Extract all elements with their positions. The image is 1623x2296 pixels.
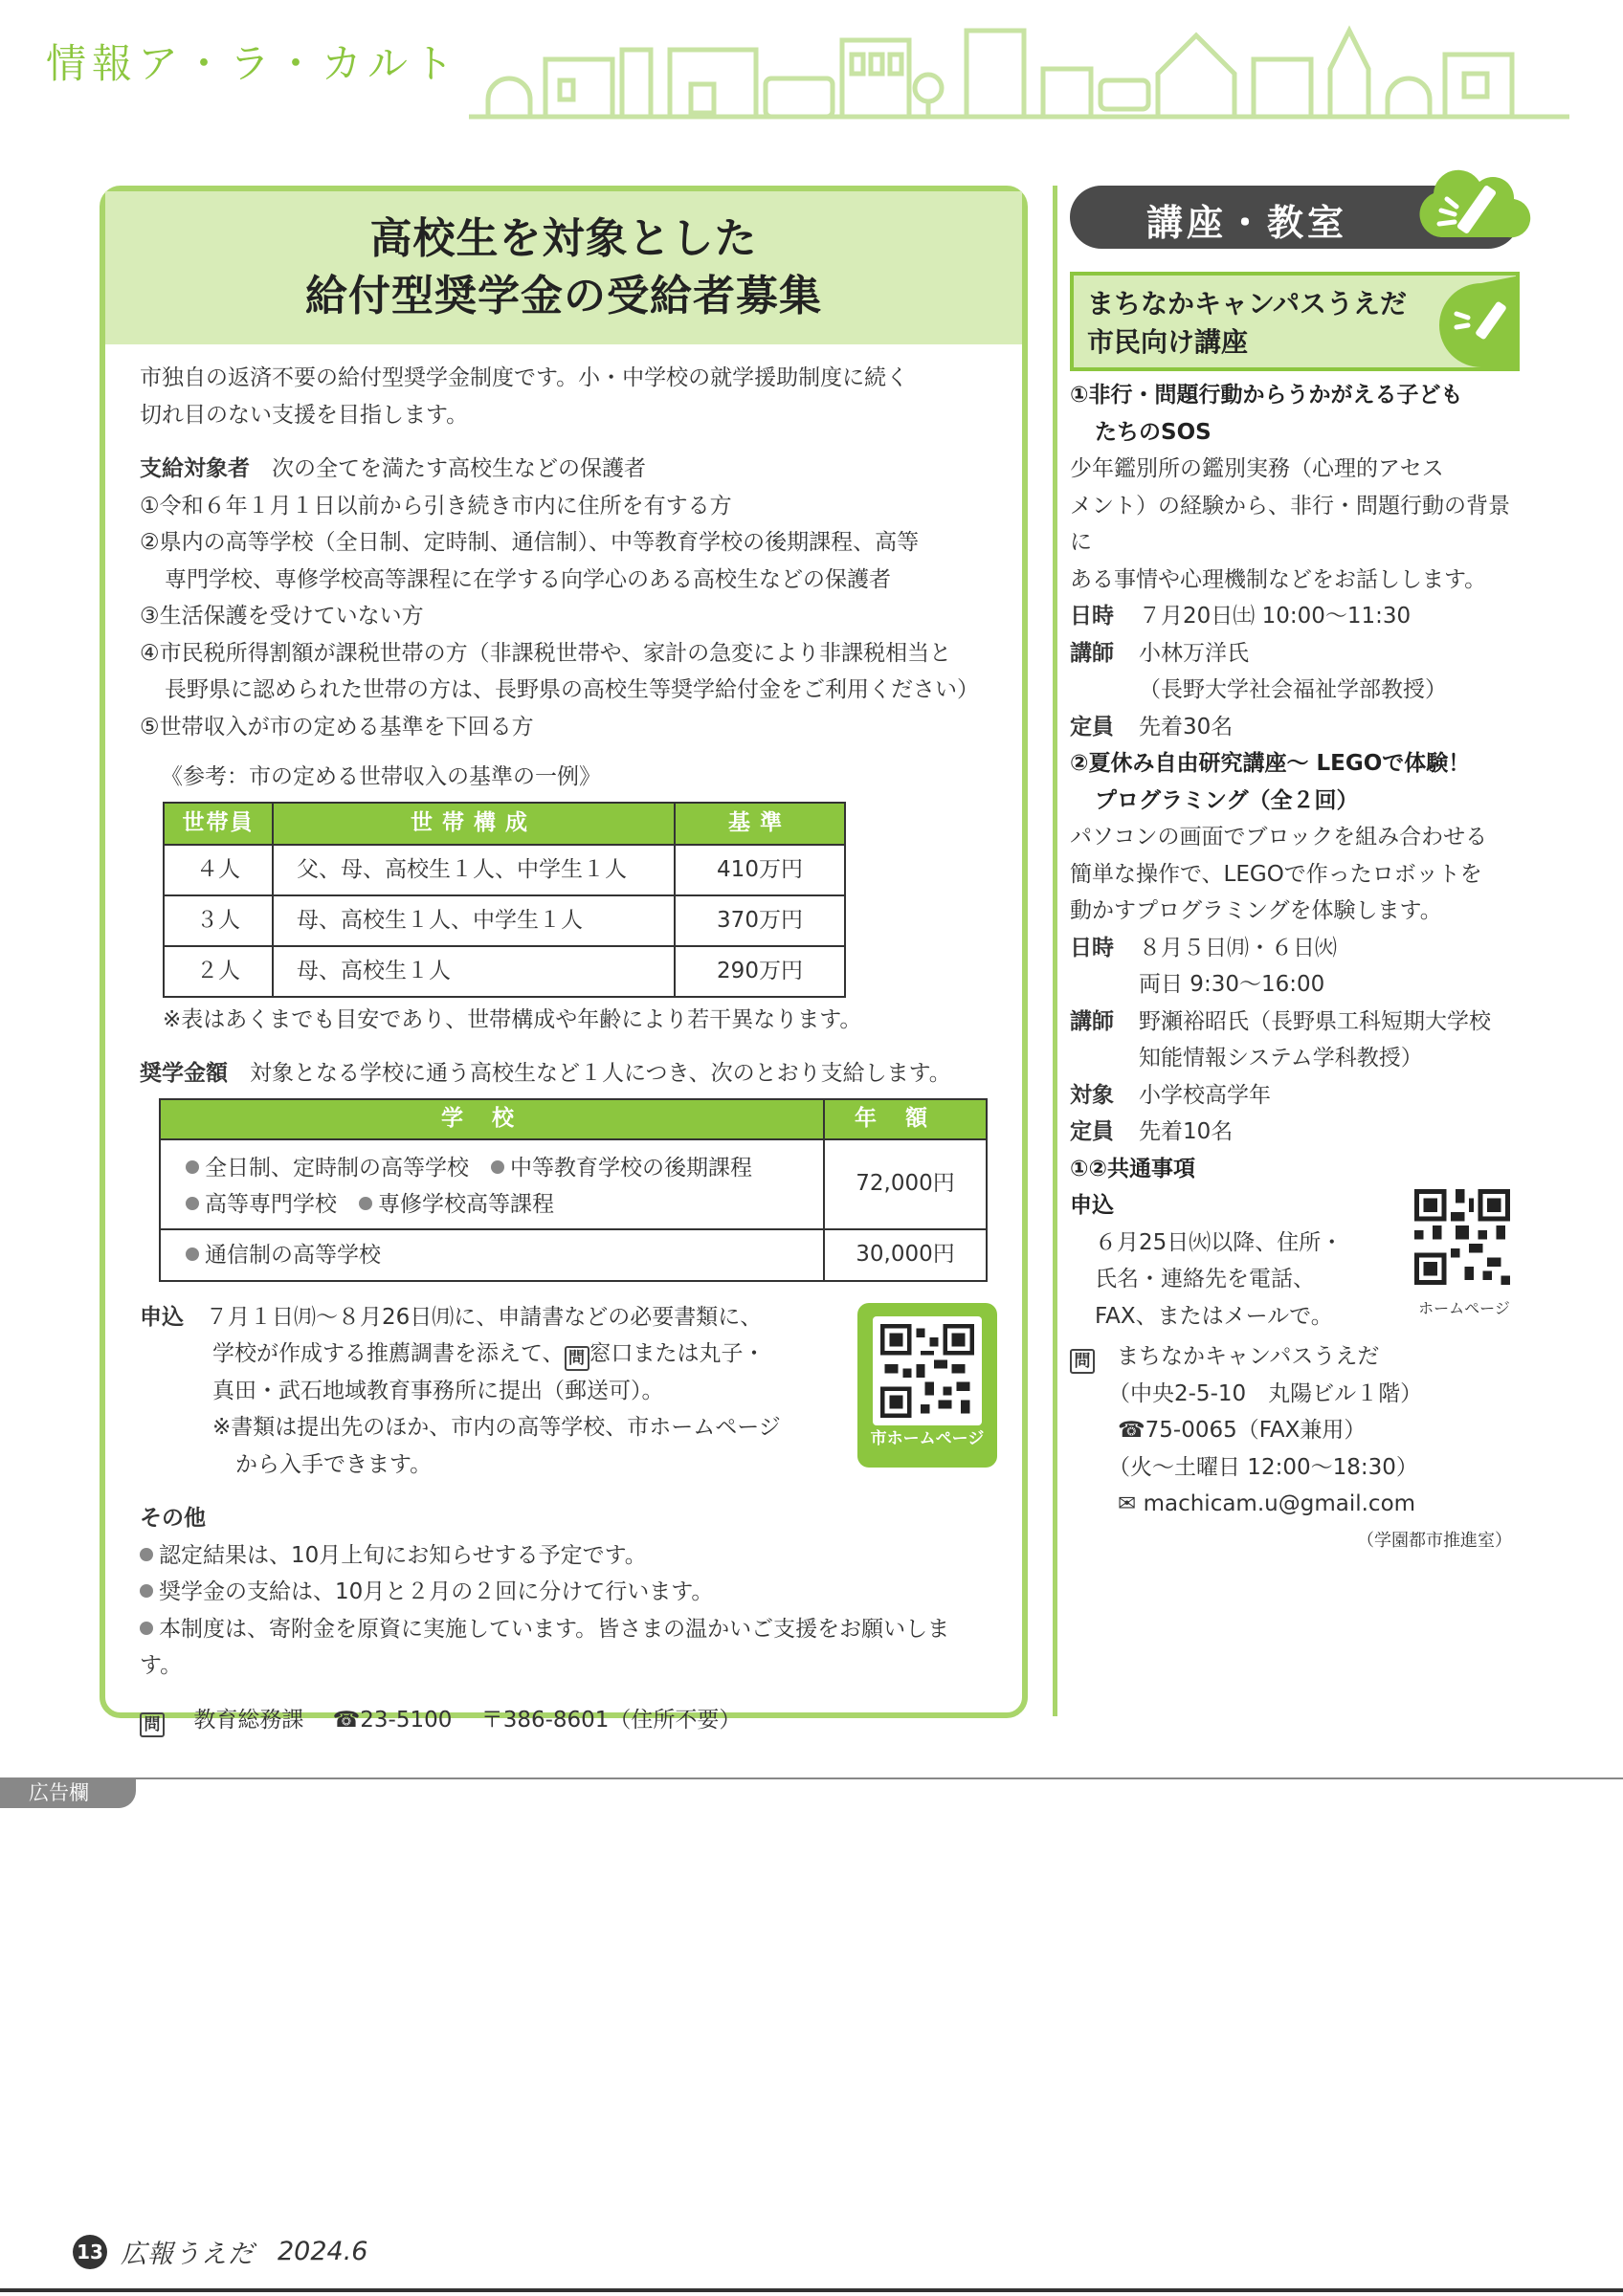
field-label: 定員 [1070, 1119, 1114, 1144]
contact-postal: 〒386-8601（住所不要） [480, 1707, 742, 1733]
courses-heading [1070, 186, 1520, 249]
table-row [160, 1229, 987, 1281]
table-cell: 410万円 [675, 845, 845, 895]
eligibility-item: ②県内の高等学校（全日制、定時制、通信制）、中等教育学校の後期課程、高等 [140, 530, 920, 555]
course2-lecturer [1070, 1004, 1520, 1041]
eligibility-item: ⑤世帯収入が市の定める基準を下回る方 [140, 714, 534, 740]
field-value: ８月５日㈪・６日㈫ [1139, 935, 1337, 960]
common-apply [1070, 1187, 1520, 1335]
campus-subtitle-box [1070, 272, 1520, 371]
table-cell [160, 1229, 824, 1281]
apply-text-part: 窓口または丸子・ [589, 1341, 766, 1366]
field-value: 野瀬裕昭氏（長野県工科短期大学校 [1139, 1008, 1491, 1034]
course2-capacity [1070, 1114, 1520, 1151]
course2-desc: パソコンの画面でブロックを組み合わせる [1070, 825, 1488, 850]
eligibility-item: ④市民税所得割額が課税世帯の方（非課税世帯や、家計の急変により非課税相当と [140, 640, 952, 666]
qr-code-icon [873, 1316, 982, 1425]
table-cell: 72,000円 [824, 1139, 987, 1229]
publication-date: 2024.6 [278, 2237, 368, 2266]
contact-address: （中央2-5-10 丸陽ビル１階） [1108, 1380, 1423, 1406]
courses-column [1070, 186, 1520, 1559]
eligibility-item: 専門学校、専修学校高等課程に在学する向学心のある高校生などの保護者 [165, 566, 891, 592]
article-title-line1: 高校生を対象とした [369, 214, 758, 263]
apply-text: 真田・武石地域教育事務所に提出（郵送可）。 [212, 1378, 664, 1403]
ad-label: 広告欄 [0, 1777, 136, 1808]
common-apply-label: 申込 [1070, 1193, 1114, 1218]
table-cell: 母、高校生１人 [273, 946, 675, 997]
field-label: 講師 [1070, 1008, 1114, 1034]
course1-desc: メント）の経験から、非行・問題行動の背景に [1070, 493, 1510, 555]
school-type: 全日制、定時制の高等学校 [205, 1155, 469, 1181]
header-cell: 世帯構成 [273, 803, 675, 845]
field-value: 両日 9:30～16:00 [1139, 972, 1325, 997]
contact-hours: （火～土曜日 12:00～18:30） [1108, 1454, 1418, 1480]
course1-date [1070, 598, 1520, 635]
school-type: 通信制の高等学校 [205, 1242, 381, 1268]
article-header [105, 191, 1022, 344]
table-cell: ２人 [164, 946, 273, 997]
amount-section [140, 1055, 988, 1282]
course2-lecturer-title [1070, 1040, 1520, 1077]
amount-label: 奨学金額 [140, 1061, 228, 1086]
course1-capacity [1070, 709, 1520, 746]
courses-heading-title: 講座・教室 [1146, 202, 1348, 244]
table-cell: 290万円 [675, 946, 845, 997]
field-value: ７月20日㈯ 10:00～11:30 [1139, 604, 1412, 629]
campus-subtitle-line1: まちなかキャンパスうえだ [1087, 288, 1408, 320]
school-type: 中等教育学校の後期課程 [510, 1155, 752, 1181]
contact-email[interactable]: ✉ machicam.u@gmail.com [1118, 1491, 1416, 1516]
list-item [140, 1574, 988, 1611]
course1-title: ①非行・問題行動からうかがえる子ども [1070, 383, 1463, 408]
apply-text: ７月１日㈪～８月26日㈪に、申請書などの必要書類に、 [206, 1304, 763, 1330]
course1-desc: ある事情や心理機制などをお話しします。 [1070, 566, 1487, 592]
field-label: 対象 [1070, 1082, 1114, 1108]
inquiry-icon: 問 [1070, 1349, 1095, 1374]
bullet-icon [140, 1622, 153, 1635]
amount-table-header [160, 1099, 987, 1139]
list-item-text: 奨学金の支給は、10月と２月の２回に分けて行います。 [159, 1579, 714, 1604]
common-apply-line: FAX、またはメールで。 [1095, 1303, 1333, 1329]
intro-line: 市独自の返済不要の給付型奨学金制度です。小・中学校の就学援助制度に続く [140, 365, 909, 390]
campus-contact [1070, 1338, 1520, 1559]
table-cell: 父、母、高校生１人、中学生１人 [273, 845, 675, 895]
pencil-icon [1437, 276, 1520, 367]
campus-subtitle-line2: 市民向け講座 [1087, 326, 1249, 358]
bullet-icon [491, 1160, 504, 1174]
eligibility-item: ③生活保護を受けていない方 [140, 604, 424, 629]
table-row [164, 845, 845, 895]
courses-body [1070, 377, 1520, 1559]
field-spacer [1070, 966, 1139, 1004]
course2-title: ②夏休み自由研究講座～ LEGOで体験！ [1070, 751, 1471, 776]
others-label: その他 [140, 1506, 206, 1531]
field-value: 先着30名 [1139, 714, 1234, 740]
bullet-icon [186, 1197, 199, 1210]
apply-note: ※書類は提出先のほか、市内の高等学校、市ホームページ [212, 1415, 781, 1440]
common-apply-line: ６月25日㈫以降、住所・ [1095, 1229, 1344, 1255]
amount-table [159, 1098, 988, 1282]
qr-caption: 市ホームページ [870, 1429, 985, 1448]
article-title-line2: 給付型奨学金の受給者募集 [305, 272, 822, 320]
bullet-icon [359, 1197, 372, 1210]
field-spacer [1070, 1040, 1139, 1077]
table-cell [160, 1139, 824, 1229]
course1-lecturer-title [1070, 672, 1520, 709]
course2-title: プログラミング（全２回） [1095, 787, 1359, 813]
field-spacer [1070, 672, 1139, 709]
apply-label: 申込 [140, 1304, 184, 1330]
eligibility-label: 支給対象者 [140, 456, 250, 481]
reference-title: 《参考：市の定める世帯収入の基準の一例》 [161, 764, 601, 789]
ad-divider [0, 1777, 1623, 1779]
field-label: 日時 [1070, 604, 1114, 629]
skyline-illustration [469, 21, 1569, 126]
column-divider [1053, 186, 1057, 1716]
bullet-icon [140, 1548, 153, 1561]
campus-homepage-qr[interactable] [1412, 1187, 1516, 1328]
qr-code-icon [1412, 1187, 1512, 1287]
intro-text [140, 360, 988, 433]
table-row [160, 1139, 987, 1229]
contact-tel: ☎75-0065（FAX兼用） [1118, 1418, 1367, 1443]
apply-section [140, 1299, 988, 1484]
header-cell: 基準 [675, 803, 845, 845]
course2-target [1070, 1077, 1520, 1115]
field-label: 定員 [1070, 714, 1114, 740]
apply-text-part: 学校が作成する推薦調書を添えて、 [212, 1341, 565, 1366]
table-cell: 30,000円 [824, 1229, 987, 1281]
bullet-icon [140, 1584, 153, 1598]
table-row [164, 946, 845, 997]
bottom-rule [0, 2288, 1623, 2292]
income-table-note: ※表はあくまでも目安であり、世帯構成や年齢により若干異なります。 [163, 1006, 862, 1032]
inquiry-icon: 問 [140, 1712, 165, 1737]
table-cell: 母、高校生１人、中学生１人 [273, 895, 675, 946]
page-number: 13 [73, 2235, 107, 2269]
qr-caption: ホームページ [1418, 1299, 1510, 1317]
income-table-header [164, 803, 845, 845]
contact-tel: ☎23-5100 [332, 1707, 453, 1733]
table-cell: ３人 [164, 895, 273, 946]
scholarship-article [100, 186, 1028, 1734]
field-value: 先着10名 [1139, 1119, 1234, 1144]
apply-note: から入手できます。 [235, 1451, 433, 1477]
course1-title: たちのSOS [1095, 419, 1212, 445]
field-value: 小林万洋氏 [1139, 640, 1249, 666]
publication-title: 広報うえだ [121, 2240, 255, 2269]
course2-date2 [1070, 966, 1520, 1004]
table-cell: 370万円 [675, 895, 845, 946]
eligibility-item: ①令和６年１月１日以前から引き続き市内に住所を有する方 [140, 493, 732, 519]
course1-desc: 少年鑑別所の鑑別実務（心理的アセス [1070, 456, 1444, 481]
city-homepage-qr[interactable] [857, 1303, 997, 1468]
course2-desc: 動かすプログラミングを体験します。 [1070, 898, 1442, 923]
pencil-icon [1414, 165, 1529, 260]
eligibility-text: 次の全てを満たす高校生などの保護者 [272, 456, 646, 481]
list-item [140, 1537, 988, 1575]
list-item-text: 本制度は、寄附金を原資に実施しています。皆さまの温かいご支援をお願いします。 [140, 1616, 950, 1678]
section-title: 情報ア・ラ・カルト [46, 40, 460, 87]
income-table [163, 802, 846, 998]
bullet-icon [186, 1247, 199, 1261]
list-item-text: 認定結果は、10月上旬にお知らせする予定です。 [159, 1542, 647, 1568]
table-cell: ４人 [164, 845, 273, 895]
eligibility-section [140, 451, 988, 745]
intro-line: 切れ目のない支援を目指します。 [140, 402, 469, 428]
article-body [105, 360, 1022, 1738]
course2-desc: 簡単な操作で、LEGOで作ったロボットを [1070, 861, 1482, 887]
contact-name: まちなかキャンパスうえだ [1117, 1344, 1380, 1369]
inquiry-icon: 問 [565, 1346, 589, 1371]
header-cell: 学校 [160, 1099, 824, 1139]
others-section [140, 1500, 988, 1685]
school-type: 専修学校高等課程 [378, 1191, 554, 1217]
field-value: 小学校高学年 [1139, 1082, 1271, 1108]
field-label: 日時 [1070, 935, 1114, 960]
list-item [140, 1611, 988, 1685]
course1-lecturer [1070, 635, 1520, 673]
amount-text: 対象となる学校に通う高校生など１人につき、次のとおり支給します。 [250, 1061, 951, 1086]
field-label: 講師 [1070, 640, 1114, 666]
field-value: （長野大学社会福祉学部教授） [1139, 677, 1447, 702]
table-row [164, 895, 845, 946]
school-type: 高等専門学校 [205, 1191, 337, 1217]
header-cell: 世帯員 [164, 803, 273, 845]
common-apply-line: 氏名・連絡先を電話、 [1095, 1267, 1315, 1292]
course2-date [1070, 930, 1520, 967]
eligibility-item: 長野県に認められた世帯の方は、長野県の高校生等奨学給付金をご利用ください） [165, 677, 979, 702]
common-title: ①②共通事項 [1070, 1156, 1195, 1181]
contact-line [140, 1702, 988, 1739]
bullet-icon [186, 1160, 199, 1174]
contact-dept: （学園都市推進室） [1357, 1530, 1512, 1551]
header-cell: 年額 [824, 1099, 987, 1139]
field-value: 知能情報システム学科教授） [1139, 1046, 1423, 1071]
contact-dept: 教育総務課 [193, 1707, 304, 1733]
page-footer [73, 2233, 367, 2270]
